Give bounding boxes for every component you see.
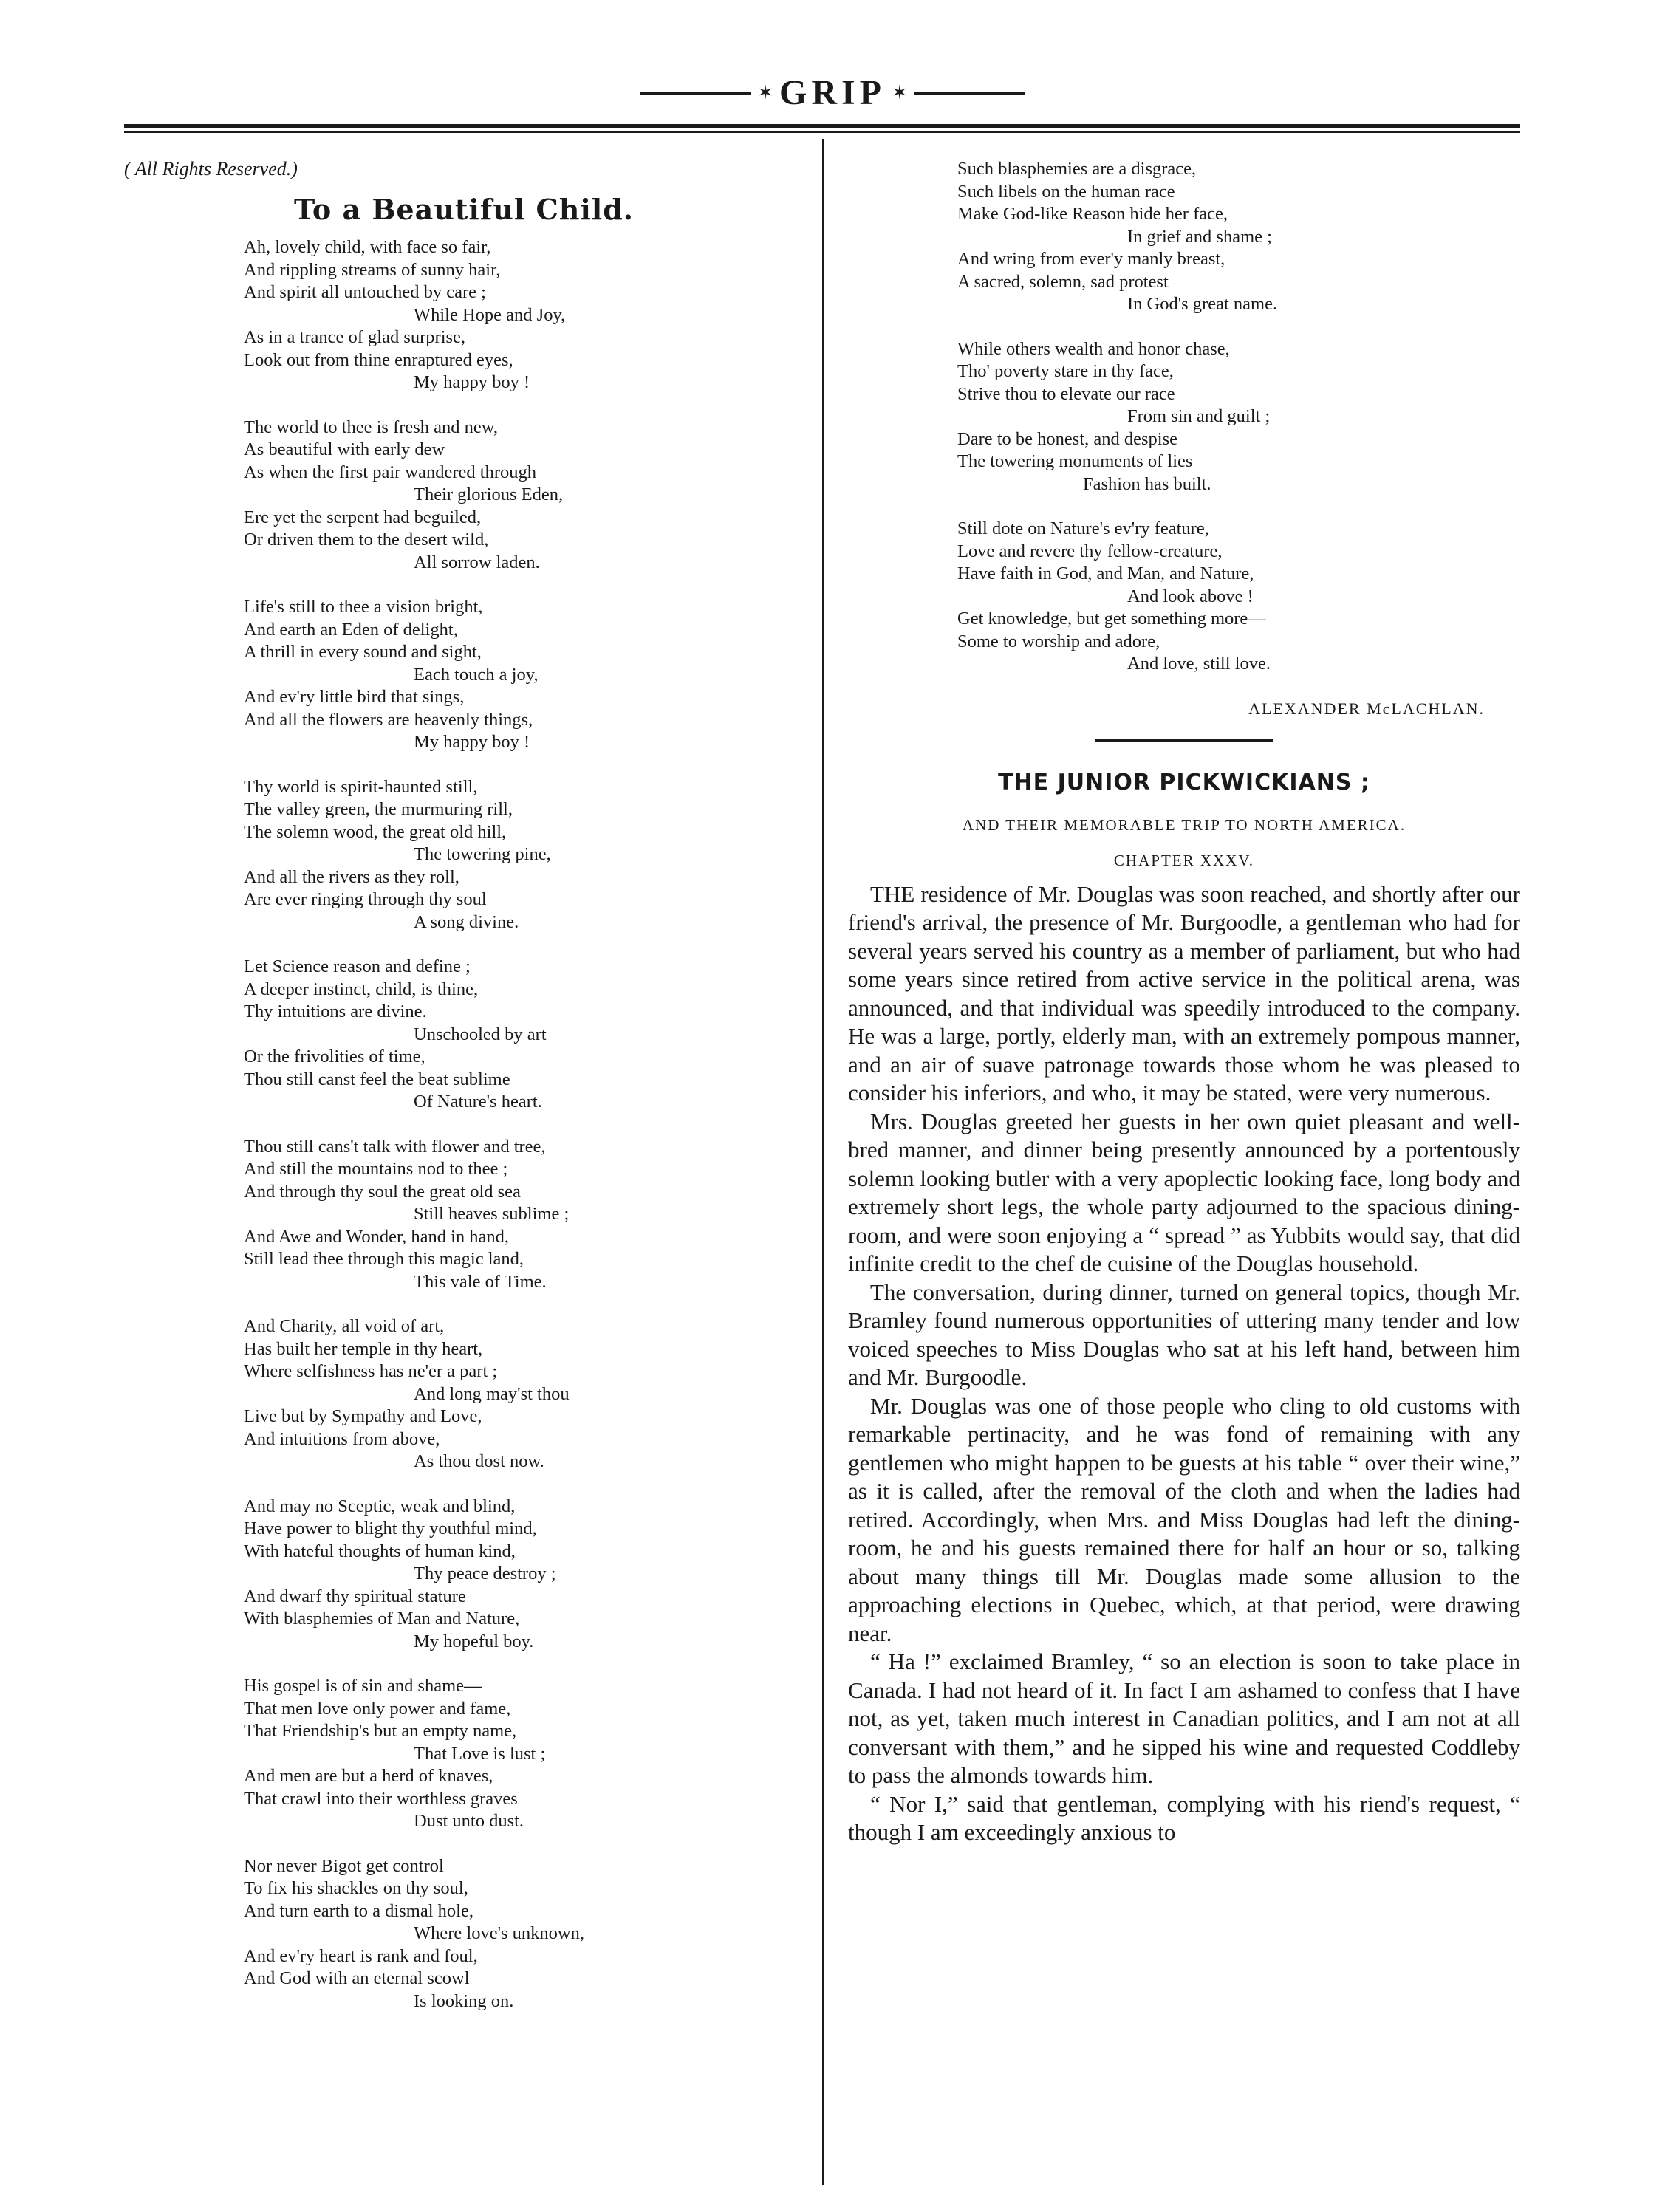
poem-line: And all the flowers are heavenly things,	[244, 709, 533, 730]
masthead-star-icon: ✶	[892, 82, 908, 104]
stanza	[244, 417, 804, 575]
stanza	[244, 1496, 804, 1654]
poem-line: And still the mountains nod to thee ;	[244, 1159, 508, 1179]
poem-line: While Hope and Joy,	[414, 304, 566, 325]
poem-line: The towering pine,	[414, 844, 551, 864]
poem-line: And long may'st thou	[414, 1383, 570, 1404]
poem-line: This vale of Time.	[414, 1271, 547, 1292]
masthead-right-rule	[914, 92, 1025, 95]
poem-line: As thou dost now.	[414, 1451, 544, 1471]
poem-line: Such libels on the human race	[957, 181, 1175, 202]
poem-line: My happy boy !	[414, 732, 530, 752]
poem-line: That men love only power and fame,	[244, 1698, 511, 1719]
poem-line: A deeper instinct, child, is thine,	[244, 979, 479, 999]
poem-line: In God's great name.	[1127, 294, 1278, 314]
poem-line: Nor never Bigot get control	[244, 1855, 444, 1876]
poem-author: ALEXANDER McLACHLAN.	[1248, 699, 1485, 718]
poem-line: Love and revere thy fellow-creature,	[957, 541, 1223, 561]
right-column	[848, 158, 1520, 1847]
poem-title: To a Beautiful Child.	[293, 193, 635, 226]
poem-line: And may no Sceptic, weak and blind,	[244, 1496, 516, 1516]
poem-line: Unschooled by art	[414, 1024, 547, 1044]
story-paragraph: “ Ha !” exclaimed Bramley, “ so an election is soon to take place in Canada. I had not heard of it. In fact I am ashamed to confess that I have not, as yet, taken much interest in Canadian politics, and I am not at all conversant with them,” and he sipped his wine and requested Coddleby to pass the almonds towards him.	[848, 1648, 1520, 1788]
poem-line: That crawl into their worthless graves	[244, 1788, 518, 1809]
poem-line: All sorrow laden.	[414, 552, 540, 572]
poem-line: Dust unto dust.	[414, 1811, 524, 1831]
poem-line: And spirit all untouched by care ;	[244, 282, 486, 302]
poem-line: Their glorious Eden,	[414, 484, 564, 504]
poem-line: And ev'ry little bird that sings,	[244, 687, 465, 707]
poem-line: With blasphemies of Man and Nature,	[244, 1609, 520, 1629]
poem-line: Or driven them to the desert wild,	[244, 530, 489, 549]
poem-line: Thou still canst feel the beat sublime	[244, 1069, 510, 1089]
poem-body	[124, 236, 804, 2013]
stanza	[244, 776, 804, 934]
poem-line: And wring from ever'y manly breast,	[957, 249, 1225, 269]
poem-line: Thy peace destroy ;	[414, 1564, 556, 1583]
story-body	[848, 880, 1520, 1847]
poem-line: Have faith in God, and Man, and Nature,	[957, 564, 1254, 583]
poem-line: Look out from thine enraptured eyes,	[244, 349, 513, 370]
poem-line: Are ever ringing through thy soul	[244, 889, 487, 909]
poem-line: Such blasphemies are a disgrace,	[957, 159, 1197, 179]
poem-line: And dwarf thy spiritual stature	[244, 1586, 466, 1606]
poem-line: Still heaves sublime ;	[414, 1204, 570, 1224]
poem-line: The solemn wood, the great old hill,	[244, 821, 507, 842]
stanza	[244, 1136, 804, 1294]
poem-line: And God with an eternal scowl	[244, 1968, 470, 1988]
left-column	[124, 158, 804, 2035]
poem-line: Make God-like Reason hide her face,	[957, 204, 1228, 224]
poem-line: As when the first pair wandered through	[244, 462, 536, 482]
poem-line: Still lead thee through this magic land,	[244, 1249, 524, 1269]
poem-line: Has built her temple in thy heart,	[244, 1338, 483, 1359]
stanza	[244, 956, 804, 1114]
column-divider	[822, 139, 824, 2185]
chapter-heading: CHAPTER XXXV.	[1113, 851, 1255, 869]
poem-line: Get knowledge, but get something more—	[957, 609, 1266, 629]
poem-line: Ere yet the serpent had beguiled,	[244, 507, 482, 527]
poem-line: That Friendship's but an empty name,	[244, 1721, 517, 1741]
stanza	[244, 596, 804, 754]
story-subtitle: AND THEIR MEMORABLE TRIP TO NORTH AMERICA.	[962, 815, 1406, 834]
poem-line: Still dote on Nature's ev'ry feature,	[957, 518, 1209, 538]
poem-line: As beautiful with early dew	[244, 439, 445, 459]
poem-line: A song divine.	[414, 911, 519, 932]
story-paragraph: The conversation, during dinner, turned on general topics, though Mr. Bramley found numerous opportunities of uttering many tender and low voiced speeches to Miss Douglas who sat at his left hand, between him and Mr. Burgoodle.	[848, 1278, 1520, 1390]
poem-line: And men are but a herd of knaves,	[244, 1766, 493, 1786]
story-paragraph: “ Nor I,” said that gentleman, complying with his riend's request, “ though I am exceedingly anxious to	[848, 1790, 1520, 1845]
rights-notice: ( All Rights Reserved.)	[124, 158, 298, 179]
poem-continuation	[848, 158, 1520, 676]
poem-line: And look above !	[1127, 586, 1254, 606]
poem-line: Thy intuitions are divine.	[244, 1001, 427, 1021]
story-paragraph: THE residence of Mr. Douglas was soon reached, and shortly after our friend's arrival, the presence of Mr. Burgoodle, a gentleman who had for several years served his country as a member of parliament, but who had some years since retired from active service in the political arena, was announced, and that individual was speedily introduced to the company. He was a large, portly, elderly man, with an extremely pompous manner, and an air of suave patronage towards those whom he was pleased to consider his inferiors, and who, it may be stated, were very numerous.	[848, 880, 1520, 1106]
poem-line: Fashion has built.	[1083, 473, 1211, 494]
poem-line: And earth an Eden of delight,	[244, 619, 458, 640]
poem-line: And Awe and Wonder, hand in hand,	[244, 1226, 510, 1247]
poem-line: As in a trance of glad surprise,	[244, 327, 466, 347]
poem-line: In grief and shame ;	[1127, 226, 1272, 247]
stanza	[244, 236, 804, 394]
poem-line: And love, still love.	[1127, 654, 1271, 674]
poem-line: Strive thou to elevate our race	[957, 383, 1175, 404]
masthead-left-rule	[640, 92, 751, 95]
poem-line: The world to thee is fresh and new,	[244, 417, 499, 437]
poem-line: To fix his shackles on thy soul,	[244, 1878, 468, 1898]
section-divider	[1095, 739, 1273, 742]
poem-line: While others wealth and honor chase,	[957, 338, 1230, 359]
poem-line: The towering monuments of lies	[957, 451, 1193, 471]
poem-line: And Charity, all void of art,	[244, 1316, 445, 1336]
poem-line: And turn earth to a dismal hole,	[244, 1900, 473, 1921]
poem-line: Where love's unknown,	[414, 1923, 584, 1943]
masthead	[0, 71, 1665, 115]
stanza	[957, 338, 1520, 496]
poem-line: Is looking on.	[414, 1990, 514, 2011]
header-double-rule-thin	[124, 131, 1520, 133]
poem-line: Live but by Sympathy and Love,	[244, 1406, 482, 1426]
poem-line: Let Science reason and define ;	[244, 956, 471, 976]
poem-line: And rippling streams of sunny hair,	[244, 259, 501, 280]
masthead-title: GRIP	[779, 73, 886, 112]
story-title: THE JUNIOR PICKWICKIANS ;	[998, 769, 1370, 795]
poem-line: Life's still to thee a vision bright,	[244, 597, 483, 617]
poem-line: Have power to blight thy youthful mind,	[244, 1518, 537, 1538]
stanza	[244, 1675, 804, 1833]
stanza	[244, 1315, 804, 1473]
poem-line: Where selfishness has ne'er a part ;	[244, 1361, 498, 1381]
masthead-star-icon: ✶	[757, 82, 773, 104]
poem-line: Of Nature's heart.	[414, 1092, 542, 1112]
poem-line: And through thy soul the great old sea	[244, 1181, 521, 1202]
poem-line: A sacred, solemn, sad protest	[957, 271, 1169, 292]
story-paragraph: Mr. Douglas was one of those people who cling to old customs with remarkable pertinacity, and he was fond of remaining with any gentlemen who might happen to be guests at his table “ over their wine,” as it is called, after the removal of the cloth and when the ladies had retired. Accordingly, when Mrs. and Miss Douglas had left the dining-room, he and his guests remained there for half an hour or so, talking about many things till Mr. Douglas made some allusion to the approaching elections in Quebec, which, at that period, were drawing near.	[848, 1392, 1520, 1646]
poem-line: Some to worship and adore,	[957, 631, 1160, 651]
poem-line: Or the frivolities of time,	[244, 1047, 425, 1066]
poem-line: And intuitions from above,	[244, 1428, 440, 1449]
poem-line: That Love is lust ;	[414, 1743, 546, 1764]
poem-line: With hateful thoughts of human kind,	[244, 1541, 516, 1561]
story-paragraph: Mrs. Douglas greeted her guests in her own quiet pleasant and well-bred manner, and dinner being presently announced by a portentously solemn looking butler with a very apoplectic looking face, long body and extremely short legs, the whole party adjourned to the spacious dining-room, and were soon enjoying a “ spread ” as Yubbits would say, that did infinite credit to the chef de cuisine of the Douglas household.	[848, 1108, 1520, 1276]
header-double-rule-thick	[124, 124, 1520, 128]
stanza	[957, 158, 1520, 316]
poem-line: His gospel is of sin and shame—	[244, 1676, 482, 1696]
poem-line: Tho' poverty stare in thy face,	[957, 361, 1174, 381]
poem-line: Thou still cans't talk with flower and tree,	[244, 1136, 546, 1157]
stanza	[244, 1855, 804, 2013]
poem-line: My hopeful boy.	[414, 1631, 534, 1651]
poem-line: Ah, lovely child, with face so fair,	[244, 237, 491, 257]
poem-line: And ev'ry heart is rank and foul,	[244, 1945, 478, 1966]
stanza	[957, 518, 1520, 676]
poem-line: My happy boy !	[414, 372, 530, 392]
poem-line: A thrill in every sound and sight,	[244, 642, 482, 662]
poem-line: Each touch a joy,	[414, 664, 539, 685]
poem-line: Thy world is spirit-haunted still,	[244, 776, 478, 797]
poem-line: And all the rivers as they roll,	[244, 866, 459, 887]
poem-line: Dare to be honest, and despise	[957, 428, 1177, 449]
poem-line: The valley green, the murmuring rill,	[244, 799, 513, 819]
poem-line: From sin and guilt ;	[1127, 406, 1271, 426]
